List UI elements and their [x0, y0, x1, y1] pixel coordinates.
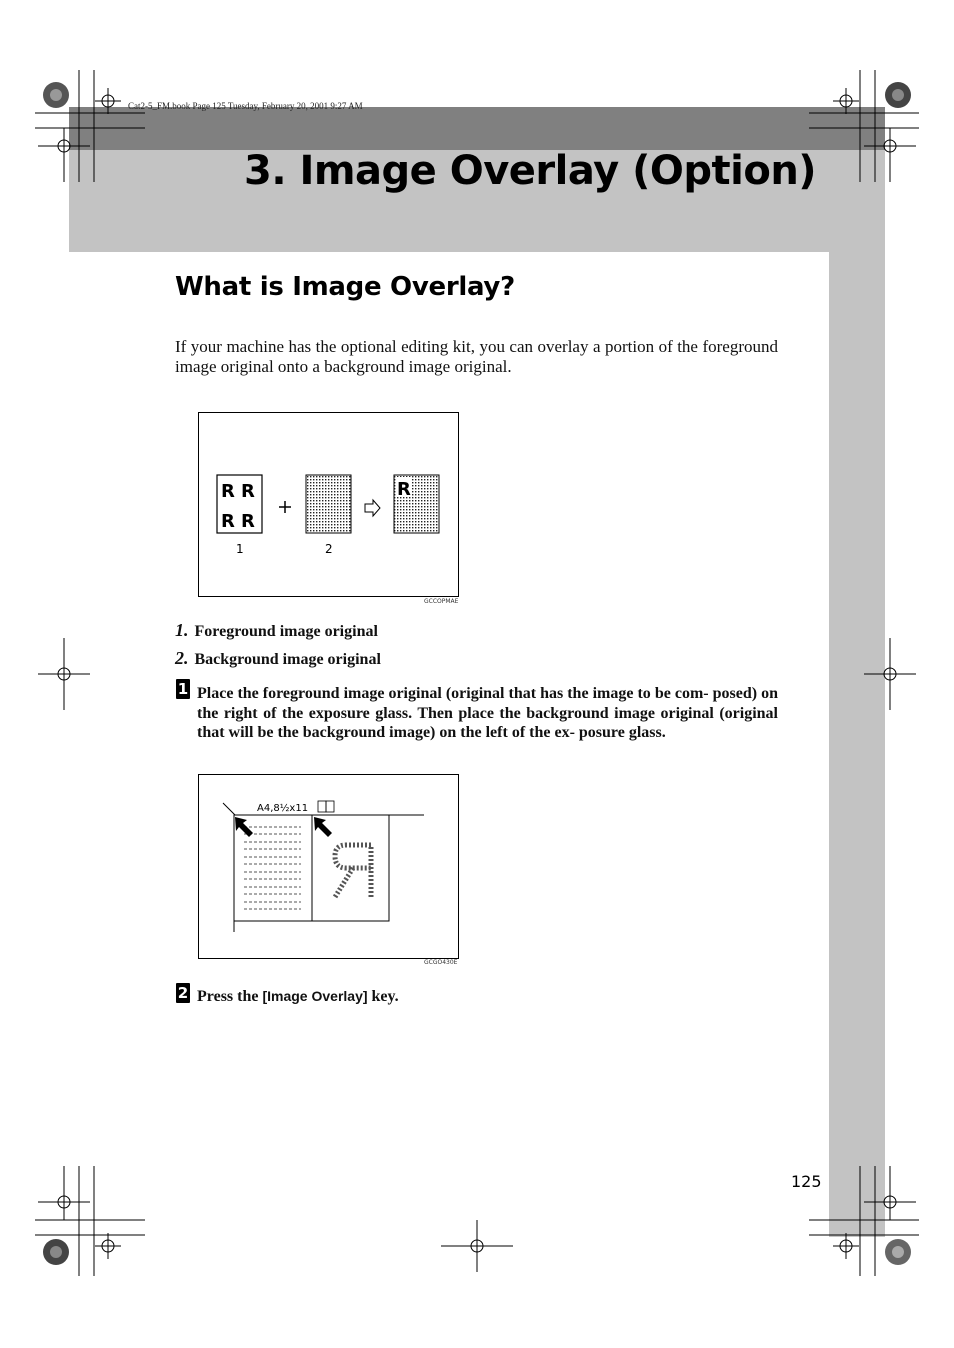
- corner-pointer: [223, 803, 235, 815]
- step-text-pre: Press the: [197, 988, 263, 1005]
- figure-code: GCGO430E: [424, 959, 458, 966]
- legend-number: 2.: [175, 648, 189, 668]
- chapter-title: 3. Image Overlay (Option): [244, 148, 817, 194]
- book-icon: [318, 801, 334, 812]
- exposure-glass-figure: [198, 774, 459, 959]
- exposure-glass-illustration: [199, 775, 458, 958]
- figure-code: GCCOPMAE: [424, 598, 459, 605]
- legend-text: Background image original: [194, 651, 381, 668]
- step-badge: 1: [177, 680, 189, 698]
- letter-r: R: [221, 511, 235, 532]
- page-number: 125: [791, 1172, 822, 1191]
- paper-size-label: A4,8½x11: [257, 803, 309, 814]
- print-file-info: Cat2-5_FM.book Page 125 Tuesday, February 20, 2001 9:27 AM: [128, 101, 363, 111]
- background-original-sheet: [306, 475, 351, 533]
- legend-item: [175, 648, 381, 669]
- arrow-right-icon: [365, 500, 380, 516]
- legend-text: Foreground image original: [194, 623, 378, 640]
- legend-item: [175, 620, 378, 641]
- image-overlay-key-name: [Image Overlay]: [262, 988, 368, 1004]
- intro-paragraph: If your machine has the optional editing kit, you can overlay a portion of the foreground image original onto a background image original.: [175, 337, 778, 376]
- section-title: What is Image Overlay?: [175, 272, 515, 302]
- legend-number: 1.: [175, 620, 189, 640]
- callout-2: 2: [325, 542, 333, 556]
- callout-1: 1: [236, 542, 244, 556]
- step-instruction: [197, 987, 399, 1007]
- step-instruction: Place the foreground image original (original that has the image to be com- posed) on the right of the exposure glass. Then place the background image original (original that will be the background image) on the left of the ex- posure glass.: [197, 685, 778, 741]
- letter-r: R: [221, 481, 235, 502]
- step-badge: 2: [177, 984, 189, 1002]
- overlay-concept-figure: [198, 412, 459, 597]
- letter-r: R: [241, 481, 255, 502]
- step-text-post: key.: [367, 988, 399, 1005]
- overlay-concept-illustration: [199, 413, 458, 596]
- letter-r: R: [397, 479, 411, 500]
- letter-r: R: [241, 511, 255, 532]
